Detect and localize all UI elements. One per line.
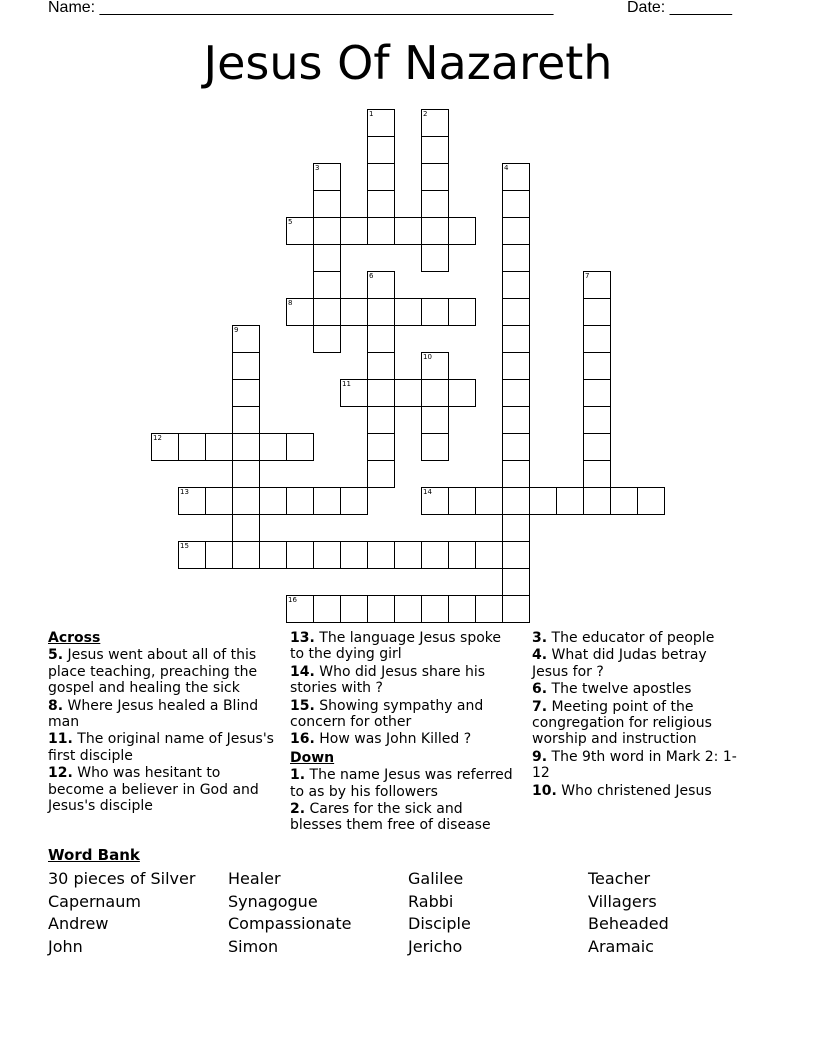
clue-number-label: 3 [315,164,320,172]
down-heading: Down [290,749,335,766]
grid-cell[interactable] [502,271,530,299]
clues-column-2 [290,630,515,835]
grid-cell[interactable] [583,379,611,407]
grid-cell[interactable] [421,298,449,326]
clue-across-13: 13. The language Jesus spoke to the dying girl [290,630,502,663]
grid-cell[interactable] [367,595,395,623]
word-bank-item: Healer [228,869,281,888]
grid-cell[interactable] [502,217,530,245]
grid-cell[interactable] [286,541,314,569]
grid-cell[interactable] [232,406,260,434]
grid-cell[interactable] [313,244,341,272]
word-bank-item: Capernaum [48,891,141,911]
word-bank-item: Synagogue [228,891,318,911]
grid-cell[interactable] [475,487,503,515]
grid-cell[interactable] [502,352,530,380]
grid-cell[interactable] [205,433,233,461]
grid-cell[interactable] [448,541,476,569]
grid-cell[interactable] [583,487,611,515]
grid-cell[interactable] [448,595,476,623]
grid-cell[interactable] [367,298,395,326]
grid-cell[interactable] [340,541,368,569]
grid-cell[interactable] [313,595,341,623]
clue-down-3: 3. The educator of people [532,630,715,646]
grid-cell[interactable] [313,541,341,569]
grid-cell[interactable] [286,433,314,461]
word-bank-item: Rabbi [408,891,454,911]
date-field-label: Date: _______ [627,0,732,16]
grid-cell[interactable] [340,487,368,515]
grid-cell[interactable] [421,541,449,569]
grid-cell[interactable] [313,217,341,245]
clue-down-2: 2. Cares for the sick and blesses them free of disease [290,801,491,834]
grid-cell[interactable] [259,487,287,515]
grid-cell[interactable] [583,460,611,488]
grid-cell[interactable] [367,352,395,380]
grid-cell[interactable] [232,379,260,407]
grid-cell[interactable] [367,136,395,164]
word-bank-column-2 [228,868,351,959]
word-bank-item: Teacher [588,869,651,888]
grid-cell[interactable] [502,298,530,326]
clue-down-6: 6. The twelve apostles [532,681,692,698]
grid-cell[interactable] [367,217,395,245]
clue-number-label: 5 [288,218,293,226]
clue-number-label: 8 [288,299,293,307]
grid-cell[interactable] [583,298,611,326]
grid-cell[interactable] [502,244,530,272]
grid-cell[interactable] [502,406,530,434]
grid-cell[interactable] [367,163,395,191]
grid-cell[interactable] [232,433,260,461]
grid-cell[interactable] [313,271,341,299]
grid-cell[interactable] [232,541,260,569]
word-bank-item: Simon [228,937,279,957]
word-bank-item: 30 pieces of Silver [48,869,196,888]
grid-cell[interactable] [475,541,503,569]
word-bank-item: Beheaded [588,914,669,934]
grid-cell[interactable] [583,406,611,434]
grid-cell[interactable] [583,352,611,380]
clue-across-5: 5. Jesus went about all of this place teaching, preaching the gospel and healing the sick [48,647,258,697]
grid-cell[interactable] [367,541,395,569]
grid-cell[interactable] [394,379,422,407]
clue-number-label: 16 [288,596,297,604]
grid-cell[interactable] [421,190,449,218]
grid-cell[interactable] [340,595,368,623]
grid-cell[interactable] [367,433,395,461]
grid-cell[interactable] [502,460,530,488]
grid-cell[interactable] [340,298,368,326]
grid-cell[interactable] [394,298,422,326]
clue-across-15: 15. Showing sympathy and concern for other [290,697,484,731]
clue-number-label: 9 [234,326,239,334]
clues-column-1 [48,630,278,815]
clue-across-8: 8. Where Jesus healed a Blind man [48,697,259,731]
word-bank-item: Andrew [48,914,109,934]
grid-cell[interactable] [367,190,395,218]
grid-cell[interactable] [448,217,476,245]
clue-number-label: 15 [180,542,189,550]
grid-cell[interactable] [583,325,611,353]
grid-cell[interactable] [421,406,449,434]
grid-cell[interactable] [448,298,476,326]
grid-cell[interactable] [583,433,611,461]
grid-cell[interactable] [232,352,260,380]
grid-cell[interactable] [637,487,665,515]
grid-cell[interactable] [313,487,341,515]
clue-number-label: 6 [369,272,374,280]
clue-number-label: 11 [342,380,351,388]
clue-number-label: 14 [423,488,432,496]
word-bank-item: Villagers [588,891,657,911]
word-bank-item: Galilee [408,869,464,888]
grid-cell[interactable] [313,190,341,218]
grid-cell[interactable] [394,595,422,623]
grid-cell[interactable] [502,541,530,569]
clue-number-label: 12 [153,434,162,442]
grid-cell[interactable] [502,433,530,461]
grid-cell[interactable] [502,379,530,407]
grid-cell[interactable] [367,460,395,488]
grid-cell[interactable] [475,595,503,623]
word-bank-item: Disciple [408,914,471,934]
grid-cell[interactable] [502,595,530,623]
grid-cell[interactable] [502,568,530,596]
grid-cell[interactable] [367,406,395,434]
word-bank-item: Compassionate [228,914,352,934]
grid-cell[interactable] [421,379,449,407]
grid-cell[interactable] [421,217,449,245]
grid-cell[interactable] [205,487,233,515]
clue-down-10: 10. Who christened Jesus [532,782,712,799]
word-bank-item: Aramaic [588,937,654,957]
clue-down-4: 4. What did Judas betray Jesus for ? [532,647,707,680]
clue-number-label: 10 [423,353,432,361]
grid-cell[interactable] [232,487,260,515]
grid-cell[interactable] [232,460,260,488]
word-bank-column-1 [48,868,195,959]
grid-cell[interactable] [205,541,233,569]
grid-cell[interactable] [421,595,449,623]
grid-cell[interactable] [313,298,341,326]
word-bank-heading: Word Bank [48,846,140,864]
word-bank-item: John [48,937,83,957]
grid-cell[interactable] [232,514,260,542]
clue-across-14: 14. Who did Jesus share his stories with ? [290,663,486,697]
clue-number-label: 2 [423,110,428,118]
grid-cell[interactable] [610,487,638,515]
clue-across-12: 12. Who was hesitant to become a believer in God and Jesus's disciple [48,765,259,815]
clue-down-7: 7. Meeting point of the congregation for religious worship and instruction [532,698,712,748]
page-title: Jesus Of Nazareth [203,36,613,90]
clues-column-3 [532,630,737,800]
grid-cell[interactable] [421,163,449,191]
grid-cell[interactable] [394,217,422,245]
grid-cell[interactable] [448,487,476,515]
name-field-label: Name: ___________________________________________________ [48,0,554,16]
word-bank-column-4 [588,868,669,959]
grid-cell[interactable] [502,487,530,515]
grid-cell[interactable] [448,379,476,407]
clue-number-label: 4 [504,164,509,172]
clue-across-16: 16. How was John Killed ? [290,731,472,748]
grid-cell[interactable] [367,379,395,407]
clue-number-label: 13 [180,488,189,496]
grid-cell[interactable] [421,433,449,461]
grid-cell[interactable] [421,244,449,272]
grid-cell[interactable] [367,325,395,353]
grid-cell[interactable] [502,325,530,353]
grid-cell[interactable] [178,433,206,461]
grid-cell[interactable] [529,487,557,515]
grid-cell[interactable] [502,514,530,542]
grid-cell[interactable] [340,217,368,245]
grid-cell[interactable] [259,433,287,461]
word-bank-column-3 [408,868,471,959]
grid-cell[interactable] [502,190,530,218]
grid-cell[interactable] [286,487,314,515]
grid-cell[interactable] [394,541,422,569]
across-heading: Across [48,630,101,646]
clue-number-label: 1 [369,110,374,118]
grid-cell[interactable] [421,136,449,164]
clue-down-9: 9. The 9th word in Mark 2: 1-12 [532,748,737,782]
grid-cell[interactable] [313,325,341,353]
clue-down-1: 1. The name Jesus was referred to as by his followers [290,767,513,800]
clue-across-11: 11. The original name of Jesus's first disciple [48,731,274,764]
grid-cell[interactable] [259,541,287,569]
grid-cell[interactable] [556,487,584,515]
clue-number-label: 7 [585,272,590,280]
word-bank-item: Jericho [408,937,463,957]
